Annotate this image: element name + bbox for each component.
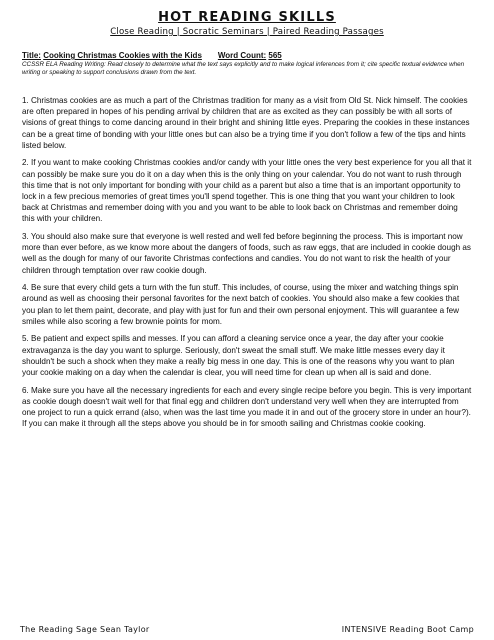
paragraph-6: 6. Make sure you have all the necessary ingredients for each and every single recipe before you begin. This is very important as cookie dough doesn't wait well for that final egg and children don't understand very well when they are interrupted from one project to run a quick errand (also, when was the last time you made it in and out of the grocery store in under an hour?). If you can make it through all the steps above you should be in for smooth sailing and Christmas cookie cooking.	[22, 385, 472, 429]
paragraph-4: 4. Be sure that every child gets a turn with the fun stuff. This includes, of course, using the mixer and watching things spin around as well as choosing their personal favorites for the next batch of cookies. You should also make a few cookies that you plan to let them paint, decorate, and play with just for fun and their own personal enjoyment. This will guarantee a few smiles while also scoring a few brownie points for mom.	[22, 283, 460, 326]
paragraph-2: 2. If you want to make cooking Christmas cookies and/or candy with your little ones the very best experience for you all that it can possibly be make sure you do it on a day when this is the only thing on your calendar. You do not want to rush through this time that is not only important for bonding with your child as a parent but also a time that is an important opportunity to lock in a few precious memories of great times you'll spend together. This is one thing that you want your children to look back at Christmas and remember doing with you and you want to be able to look back on Christmas and remember doing this with your children.	[22, 158, 472, 224]
paragraph-5: 5. Be patient and expect spills and messes. If you can afford a cleaning service once a year, the day after your cookie extravaganza is the day you want to splurge. Seriously, don't sweat the small stuff. We make little messes every day it shouldn't be such a shock when they make a really big mess in one day. This is one of the reasons why you want to plan your cookie making on a day when the calendar is clear, you will need time for clean up when all is said and done.	[22, 334, 455, 378]
page-title: HOT READING SKILLS	[158, 10, 336, 25]
article-title-line	[22, 51, 472, 61]
word-count: 565	[268, 51, 282, 60]
article-title: Cooking Christmas Cookies with the Kids	[43, 51, 202, 60]
paragraph-1: 1. Christmas cookies are as much a part of the Christmas tradition for many as a visit from Old St. Nick himself. The cookies are often prepared in hopes of his pending arrival by children that are as excited as they can possibly be with all sorts of visions of great things to come dancing around in their bright and shining little eyes. Preparing the cookies in these instances can be a great time of bonding with your little ones but can also be a trying time if you don't follow a few of the tips and hints listed below.	[22, 96, 470, 150]
paragraph-3: 3. You should also make sure that everyone is well rested and well fed before beginning the process. This is important now more than ever before, as we know more about the dangers of foods, such as raw eggs, that are included in cookie dough as well as the dough for many of our favorite Christmas confections and candies. You do not want to risk the health of your children through temptation over raw cookie dough.	[22, 232, 471, 275]
word-count-label: Word Count:	[217, 51, 267, 60]
page-subtitle: Close Reading | Socratic Seminars | Paired Reading Passages	[110, 27, 384, 37]
article-body	[22, 95, 472, 429]
ela-standard: CCSSR ELA Reading Writing: Read closely to determine what the text says explicitly and to make logical inferences from it; cite specific textual evidence when writing or speaking to support conclusions drawn from the text.	[22, 61, 465, 76]
footer-program: INTENSIVE Reading Boot Camp	[341, 625, 474, 634]
title-label: Title:	[22, 51, 41, 60]
footer-author: The Reading Sage Sean Taylor	[20, 625, 150, 634]
